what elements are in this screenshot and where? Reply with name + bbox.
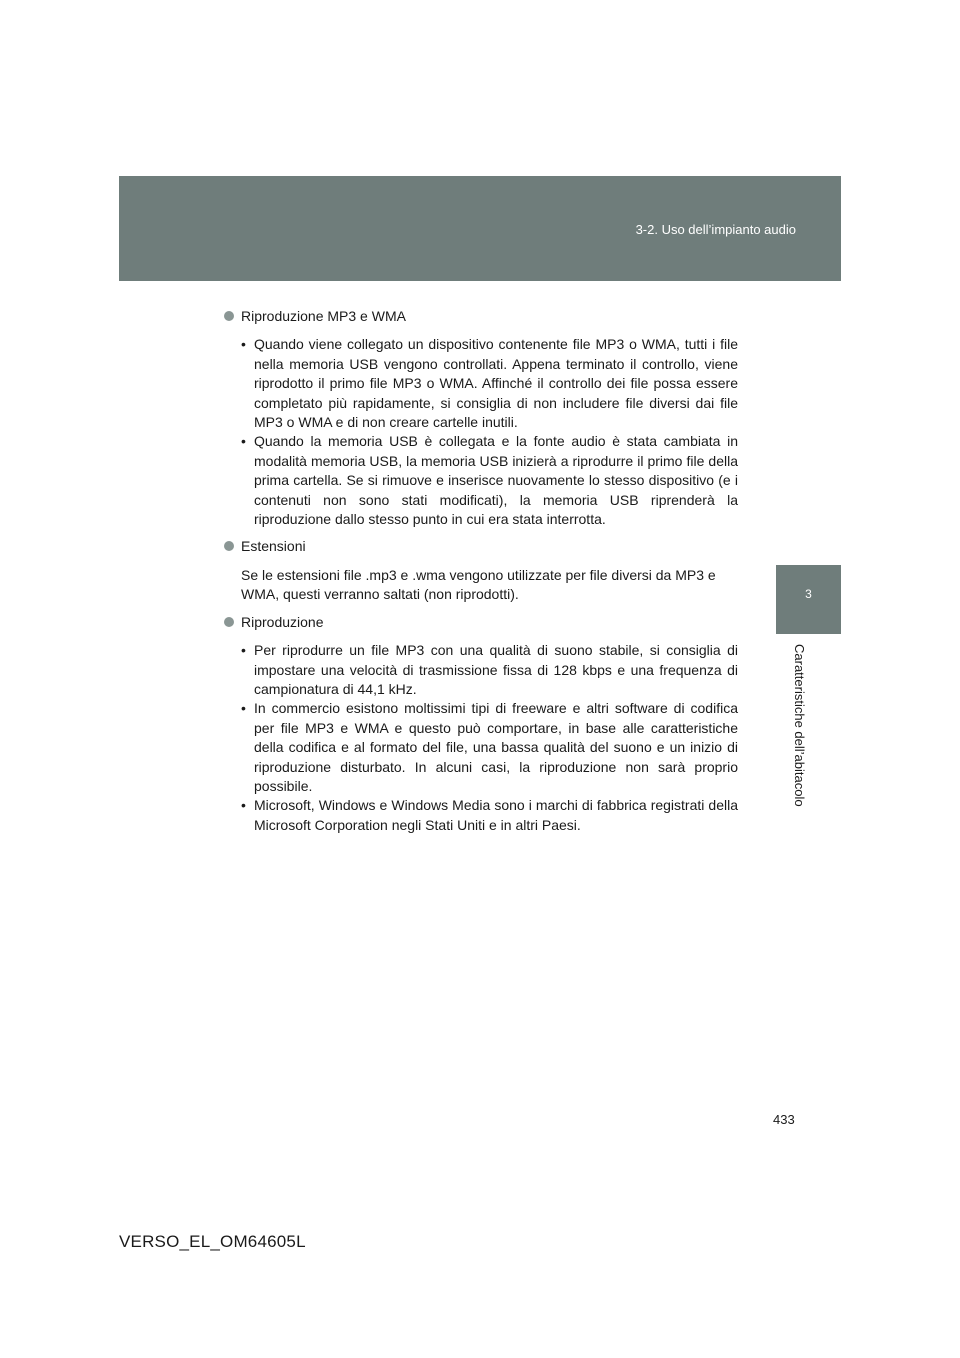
chapter-tab: [776, 565, 841, 634]
section-mp3-wma: [224, 307, 738, 529]
section-riproduzione: [224, 613, 738, 835]
list-item: [224, 796, 738, 835]
list-item-text: Quando la memoria USB è collegata e la fonte audio è stata cambiata in modalità memoria USB, la memoria USB inizierà a riprodurre il primo file della prima cartella. Se si rimuove e inserisce nuovamente lo stesso dispositivo (e i contenuti non sono stati modificati), la memoria USB riprenderà la riproduzione dallo stesso punto in cui era stata interrotta.: [254, 433, 738, 528]
section-estensioni: [224, 537, 738, 604]
section-title: 3-2. Uso dell’impianto audio: [635, 222, 796, 237]
bullet-dot-icon: [224, 311, 234, 321]
chapter-number: 3: [805, 587, 812, 601]
heading-text: Riproduzione MP3 e WMA: [241, 308, 406, 324]
list-bullet-icon: •: [241, 433, 246, 450]
list-bullet-icon: •: [241, 700, 246, 717]
section-paragraph: Se le estensioni file .mp3 e .wma vengono utilizzate per file diversi da MP3 e WMA, questi verranno saltati (non riprodotti).: [241, 566, 716, 603]
list-item-text: Per riprodurre un file MP3 con una qualità di suono stabile, si consiglia di impostare una velocità di trasmissione fissa di 128 kbps e una frequenza di campionatura di 44,1 kHz.: [254, 642, 738, 697]
section-heading: [224, 537, 738, 556]
page-number: 433: [773, 1112, 795, 1127]
document-code: VERSO_EL_OM64605L: [119, 1232, 306, 1251]
heading-text: Riproduzione: [241, 613, 324, 630]
section-heading: [224, 307, 738, 326]
page-content: [224, 307, 738, 835]
list-bullet-icon: •: [241, 797, 246, 814]
list-item-text: Quando viene collegato un dispositivo contenente file MP3 o WMA, tutti i file nella memoria USB vengono controllati. Appena terminato il controllo, viene riprodotto il primo file MP3 o WMA. Affinché il controllo dei file possa essere completato più rapidamente, si consiglia di non includere file diversi dai file MP3 o WMA e di non creare cartelle inutili.: [254, 336, 738, 431]
list-item: [224, 699, 738, 796]
header-band: [119, 176, 841, 281]
section-heading: [224, 613, 738, 632]
list-item-text: In commercio esistono moltissimi tipi di freeware e altri software di codifica per file MP3 e WMA e questo può comportare, in base alle caratteristiche della codifica e al formato del file, una bassa qualità del suono e un inizio di riproduzione disturbato. In alcuni casi, la riproduzione non sarà proprio possibile.: [254, 700, 738, 794]
heading-text: Estensioni: [241, 538, 306, 555]
bullet-dot-icon: [224, 617, 234, 627]
list-bullet-icon: •: [241, 642, 246, 659]
chapter-label: Caratteristiche dell’abitacolo: [792, 644, 807, 807]
bullet-dot-icon: [224, 541, 234, 551]
list-item-text: Microsoft, Windows e Windows Media sono i marchi di fabbrica registrati della Microsoft Corporation negli Stati Uniti e in altri Paesi.: [254, 797, 738, 833]
list-item: [224, 641, 738, 699]
list-bullet-icon: •: [241, 336, 246, 353]
list-item: [224, 335, 738, 432]
list-item: [224, 432, 738, 529]
